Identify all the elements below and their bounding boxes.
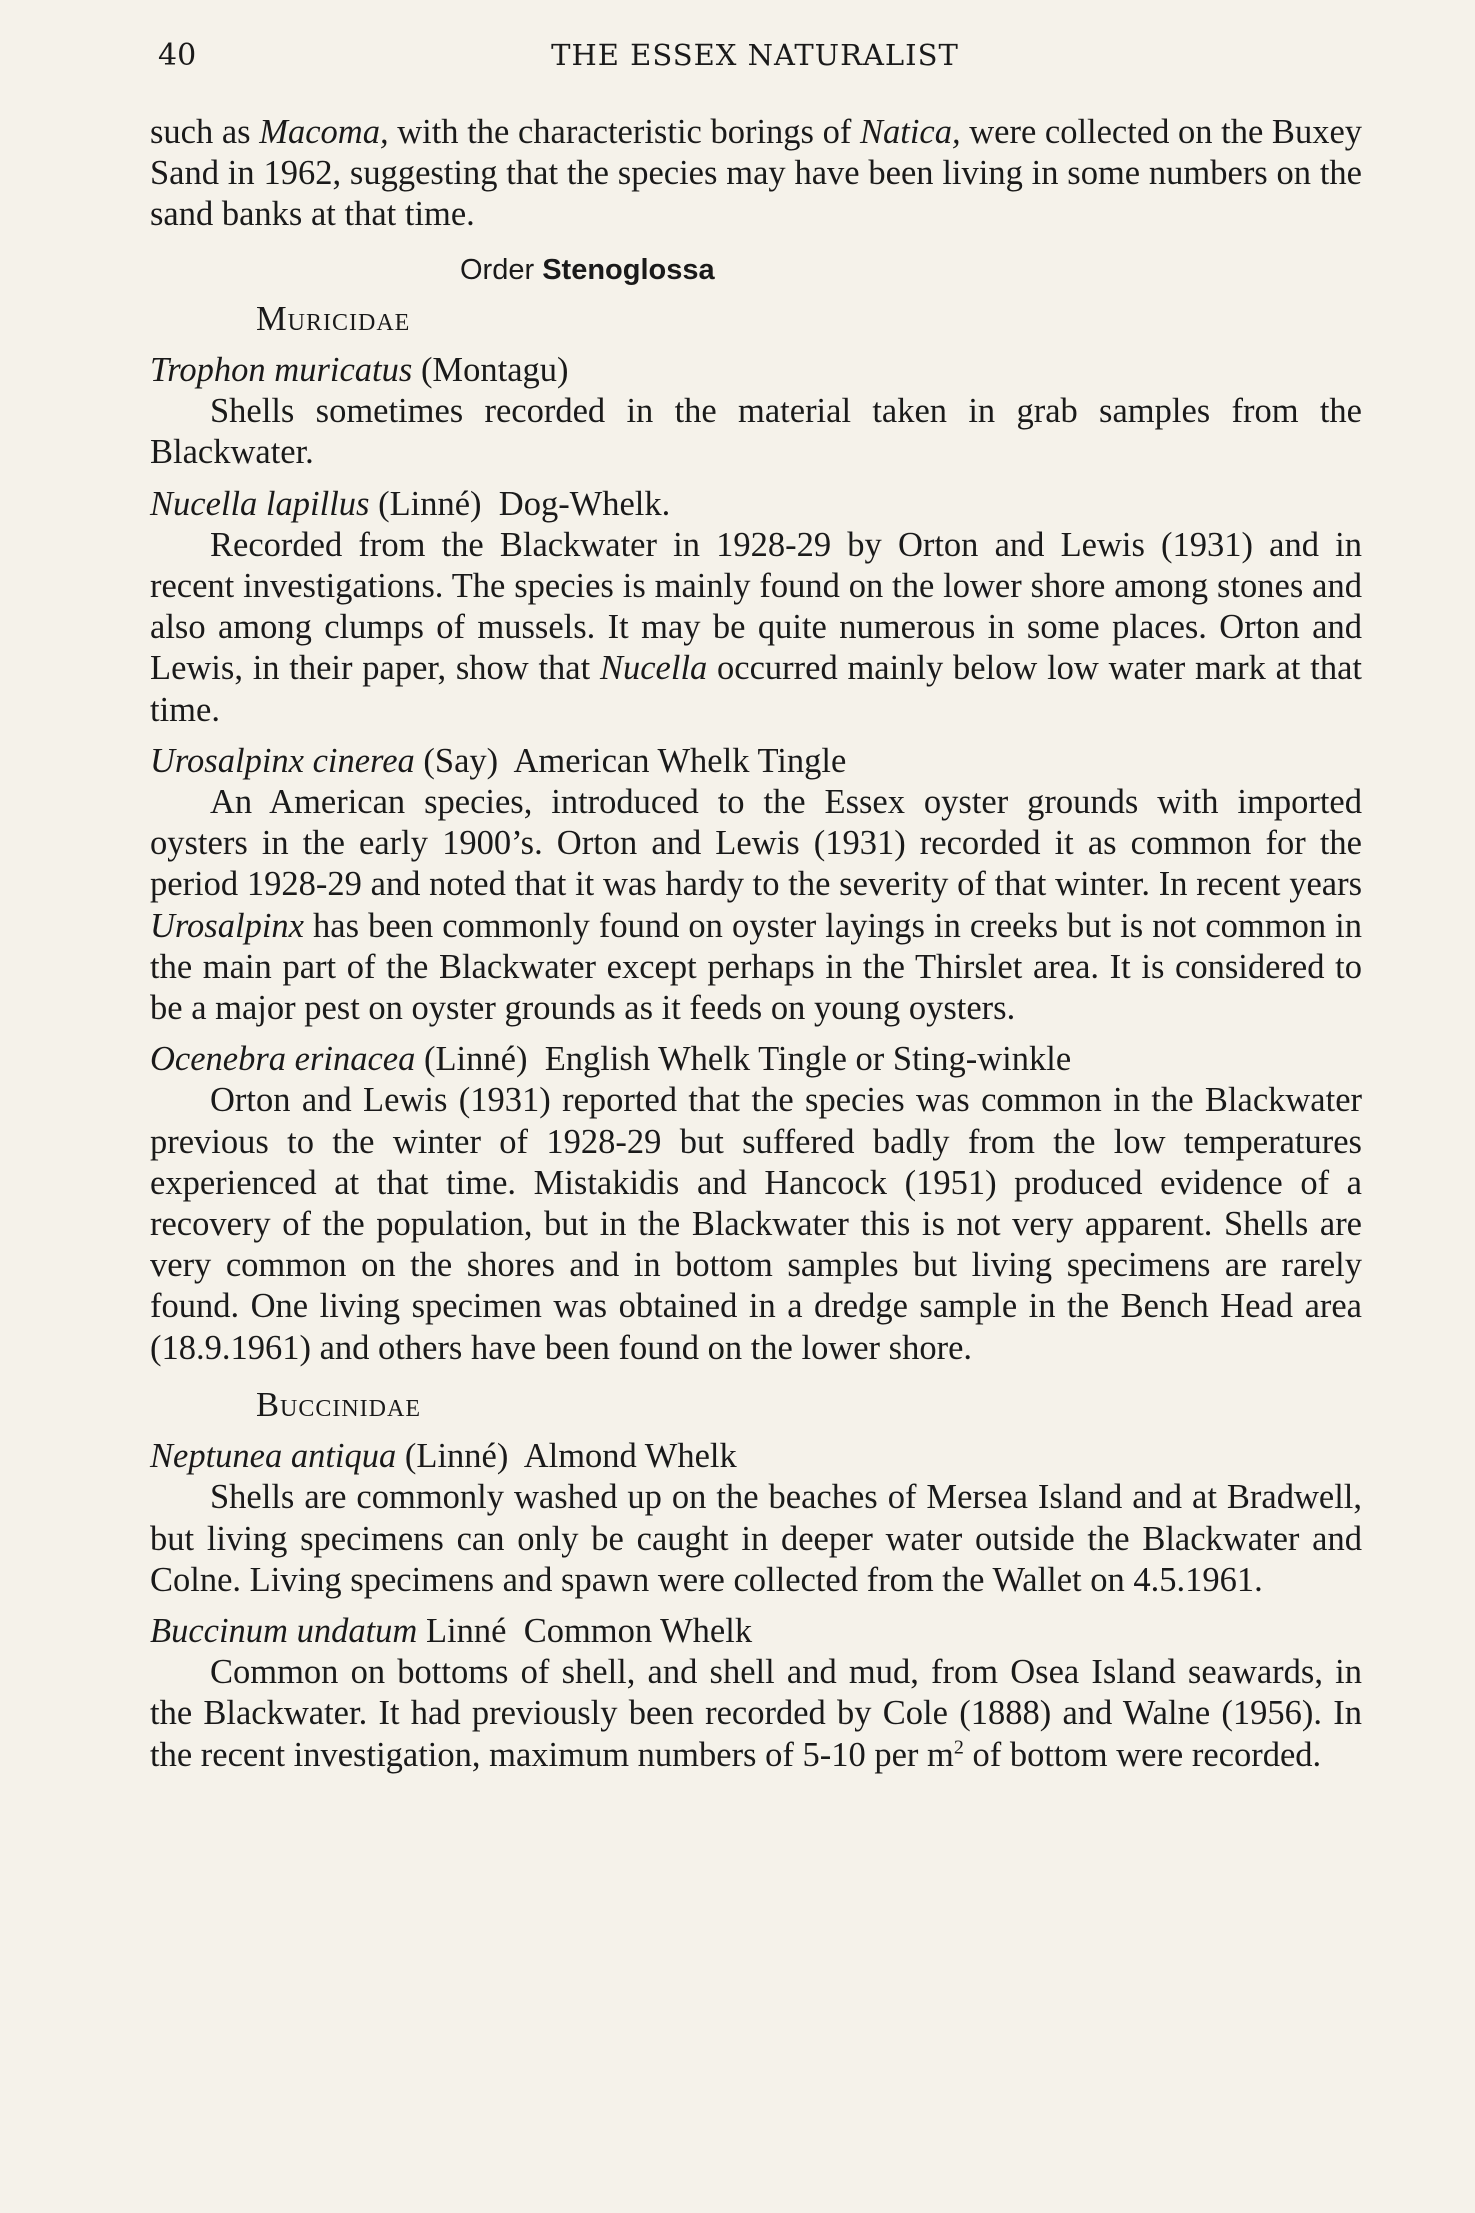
species-description: An American species, introduced to the Essex oyster grounds with imported oysters in the early 1900’s. Orton and Lewis (1931) recorded it as common for the period 1928-29 and noted that it was hardy to the severity of that winter. In recent years Urosalpinx has been commonly found on oyster layings in creeks but is not common in the main part of the Blackwater except perhaps in the Thirslet area. It is considered to be a major pest on oyster grounds as it feeds on young oysters. bbox=[150, 783, 1362, 1028]
species-entry bbox=[150, 350, 1362, 474]
species-entry bbox=[150, 1436, 1362, 1601]
order-heading: Order Stenoglossa bbox=[460, 253, 715, 286]
species-description: Shells are commonly washed up on the beaches of Mersea Island and at Bradwell, but living specimens can only be caught in deeper water outside the Blackwater and Colne. Living specimens and spawn were collected from the Wallet on 4.5.1961. bbox=[150, 1478, 1362, 1599]
species-entry bbox=[150, 1039, 1362, 1369]
species-entry bbox=[150, 741, 1362, 1029]
species-entry bbox=[150, 1611, 1362, 1776]
species-entry bbox=[150, 484, 1362, 731]
page-number: 40 bbox=[158, 38, 197, 73]
journal-title: THE ESSEX NATURALIST bbox=[551, 38, 959, 72]
running-head bbox=[150, 38, 1360, 78]
species-heading: Urosalpinx cinerea (Say) American Whelk Tingle bbox=[150, 741, 847, 780]
species-description: Shells sometimes recorded in the material taken in grab samples from the Blackwater. bbox=[150, 392, 1362, 472]
species-heading: Trophon muricatus (Montagu) bbox=[150, 351, 569, 390]
family-heading-buccinidae: Buccinidae bbox=[256, 1385, 421, 1424]
species-heading: Neptunea antiqua (Linné) Almond Whelk bbox=[150, 1437, 737, 1476]
species-description: Recorded from the Blackwater in 1928-29 by Orton and Lewis (1931) and in recent investigations. The species is mainly found on the lower shore among stones and also among clumps of mussels. It may be quite numerous in some places. Orton and Lewis, in their paper, show that Nucella occurred mainly below low water mark at that time. bbox=[150, 525, 1362, 729]
species-heading: Nucella lapillus (Linné) Dog-Whelk. bbox=[150, 484, 671, 523]
species-description: Orton and Lewis (1931) reported that the species was common in the Blackwater previous to the winter of 1928-29 but suffered badly from the low temperatures experienced at that time. Mistakidis and Hancock (1951) produced evidence of a recovery of the population, but in the Blackwater this is not very apparent. Shells are very common on the shores and in bottom samples but living specimens are rarely found. One living specimen was obtained in a dredge sample in the Bench Head area (18.9.1961) and others have been found on the lower shore. bbox=[150, 1081, 1362, 1367]
species-heading: Buccinum undatum Linné Common Whelk bbox=[150, 1611, 753, 1650]
body-text bbox=[150, 112, 1362, 1776]
intro-paragraph: such as Macoma, with the characteristic borings of Natica, were collected on the Buxey Sand in 1962, suggesting that the species may have been living in some numbers on the sand banks at that time. bbox=[150, 113, 1363, 234]
species-description: Common on bottoms of shell, and shell and mud, from Osea Island seawards, in the Blackwater. It had previously been recorded by Cole (1888) and Walne (1956). In the recent investigation, maximum numbers of 5-10 per $m^2$ of bottom were recorded. bbox=[150, 1653, 1362, 1774]
species-heading: Ocenebra erinacea (Linné) English Whelk Tingle or Sting-winkle bbox=[150, 1040, 1072, 1079]
family-heading-muricidae: Muricidae bbox=[256, 299, 411, 338]
